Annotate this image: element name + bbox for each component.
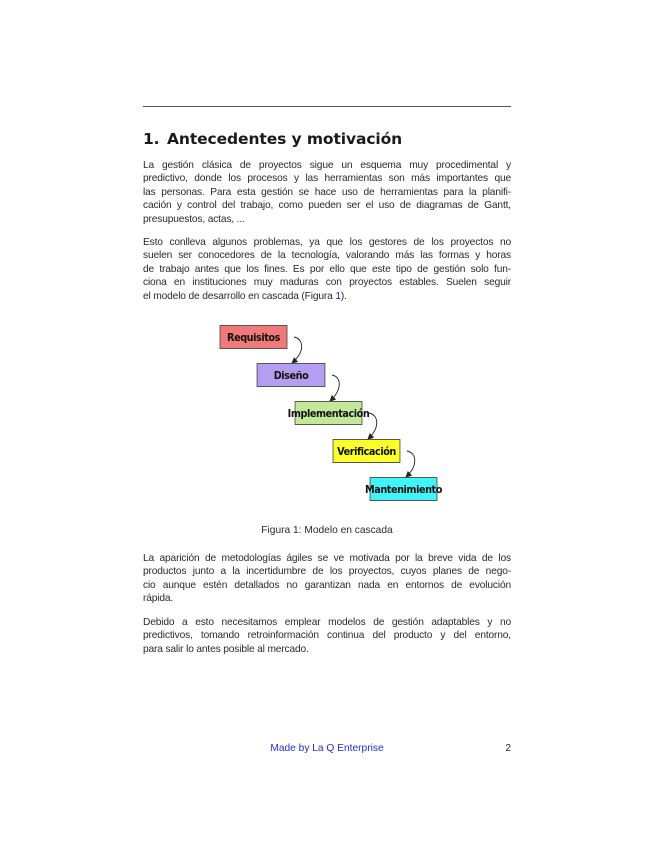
paragraph-line: productos junto a la incertidumbre de los proyectos, cuyos planes de nego- bbox=[143, 566, 511, 578]
paragraph-line: cio aunque estén detallados no garantizan nada en entornos de evolución bbox=[143, 579, 511, 591]
stage-label: Mantenimiento bbox=[365, 482, 442, 496]
stage-label: Requisitos bbox=[227, 330, 280, 344]
paragraph-line: las personas. Para esta gestión se hace uso de herramientas para la planifi- bbox=[143, 186, 511, 198]
paragraph-line: Debido a esto necesitamos emplear modelos de gestión adaptables y no bbox=[143, 617, 511, 628]
paragraph-text: ). bbox=[340, 290, 347, 302]
flow-arrow-2 bbox=[330, 375, 339, 401]
paragraph-line: presupuestos, actas, ... bbox=[143, 213, 245, 225]
stage-label: Implementación bbox=[287, 406, 370, 420]
flow-arrow-4 bbox=[406, 451, 415, 477]
stage-mantenimiento bbox=[365, 477, 442, 501]
section-heading bbox=[143, 130, 511, 148]
page-number: 2 bbox=[505, 743, 511, 754]
paragraph-line: predictivo, donde los procesos y las herramientas son más importantes que bbox=[143, 173, 511, 185]
waterfall-figure bbox=[0, 318, 655, 518]
paragraph-line bbox=[143, 290, 511, 303]
section-number: 1. bbox=[143, 130, 160, 148]
paragraph-line: suelen ser conocedores de la tecnología, valorando más las formas y horas bbox=[143, 250, 511, 262]
paragraph-line: predictivos, tomando retroinformación continua del producto y del entorno, bbox=[143, 630, 511, 642]
stage-verificacion bbox=[333, 439, 401, 463]
stage-implementacion bbox=[287, 401, 370, 425]
header-rule bbox=[143, 106, 511, 107]
paragraph-problemas bbox=[143, 236, 511, 303]
paragraph-line: La aparición de metodologías ágiles se ve motivada por la breve vida de los bbox=[143, 553, 511, 564]
footer-credit: Made by La Q Enterprise bbox=[270, 743, 384, 754]
stage-label: Diseño bbox=[273, 368, 309, 382]
figure-caption: Figura 1: Modelo en cascada bbox=[261, 525, 393, 536]
stage-diseno bbox=[257, 363, 326, 387]
paragraph-line: La gestión clásica de proyectos sigue un esquema muy procedimental y bbox=[143, 160, 511, 171]
paragraph-text: el modelo de desarrollo en cascada (Figura bbox=[143, 290, 336, 302]
paragraph-modelos-adaptables bbox=[143, 616, 511, 656]
paragraph-line: ciona en instituciones muy maduras con proyectos estables. Suelen seguir bbox=[143, 277, 511, 289]
paragraph-line: rápida. bbox=[143, 593, 174, 605]
paragraph-line: cación y control del trabajo, como pueden ser el uso de diagramas de Gantt, bbox=[143, 200, 511, 212]
flow-arrow-1 bbox=[292, 337, 302, 363]
paragraph-line: para salir lo antes posible al mercado. bbox=[143, 643, 309, 655]
paragraph-gestion-clasica bbox=[143, 159, 511, 226]
section-title: Antecedentes y motivación bbox=[167, 130, 403, 148]
paragraph-metodologias-agiles bbox=[143, 552, 511, 606]
paragraph-line: de trabajo antes que los fines. Es por ello que este tipo de gestión solo fun- bbox=[143, 263, 511, 275]
paragraph-line: Esto conlleva algunos problemas, ya que los gestores de los proyectos no bbox=[143, 237, 511, 248]
figure-reference-link[interactable]: 1 bbox=[335, 290, 341, 302]
stage-label: Verificación bbox=[337, 444, 396, 458]
stage-requisitos bbox=[220, 325, 288, 349]
